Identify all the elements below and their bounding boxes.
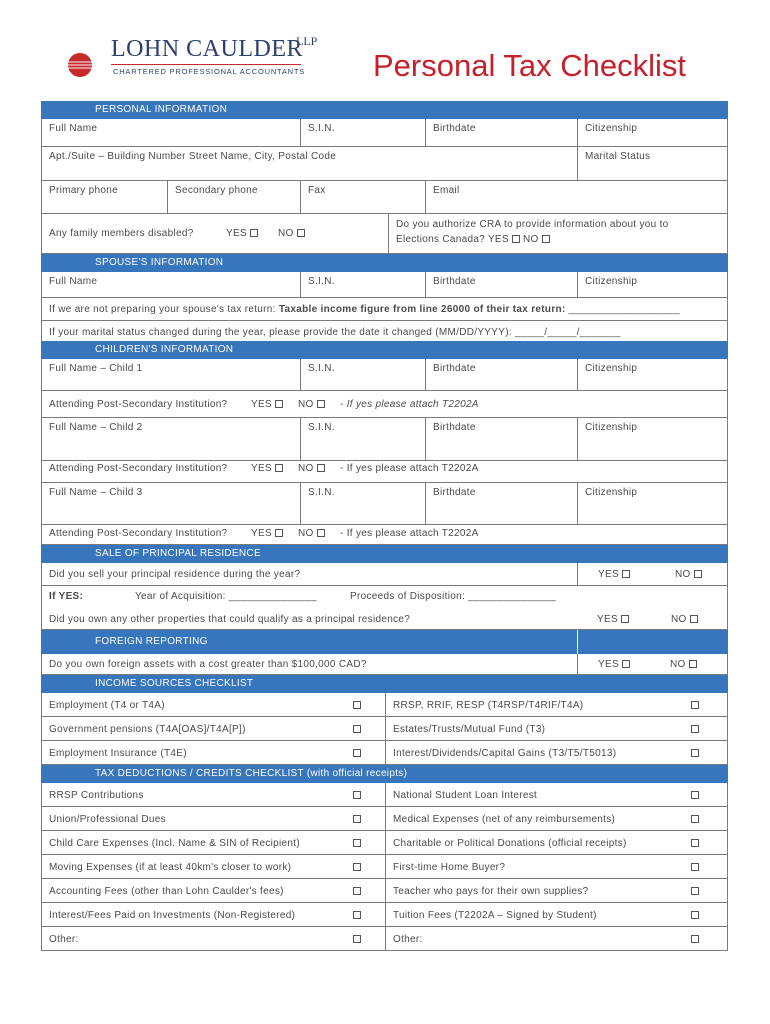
checkbox-icon[interactable] — [275, 400, 283, 408]
yes-label: YES — [597, 614, 618, 625]
spouse-sin-field[interactable]: S.I.N. — [300, 272, 425, 297]
checkbox-icon[interactable] — [691, 701, 699, 709]
checkbox-icon[interactable] — [689, 660, 697, 668]
foreign-yes-option[interactable] — [598, 659, 630, 670]
checklist-item-label: Interest/Fees Paid on Investments (Non-Registered) — [49, 910, 296, 921]
no-label: NO — [522, 234, 539, 245]
checklist-row — [41, 717, 728, 741]
section-header-income — [41, 675, 728, 693]
section-header-foreign — [41, 630, 728, 654]
section-header-deductions — [41, 765, 728, 783]
personal-row-4 — [41, 214, 728, 254]
checklist-item-label: Accounting Fees (other than Lohn Caulder's fees) — [49, 886, 284, 897]
no-label: NO — [671, 614, 687, 625]
checkbox-icon[interactable] — [691, 749, 699, 757]
checklist-item-label: Other: — [49, 934, 79, 945]
checkbox-icon[interactable] — [691, 791, 699, 799]
checkbox-icon[interactable] — [512, 235, 520, 243]
yes-label: YES — [251, 399, 272, 410]
checklist-item-right — [385, 717, 727, 740]
checklist-item-label: Moving Expenses (if at least 40km's closer to work) — [49, 862, 292, 873]
residence-q1: Did you sell your principal residence during the year? — [49, 569, 301, 580]
checklist-item-label: Tuition Fees (T2202A – Signed by Student) — [393, 910, 597, 921]
child2-yes-option[interactable] — [251, 463, 283, 474]
no-label: NO — [670, 659, 686, 670]
document-title: Personal Tax Checklist — [373, 48, 687, 83]
year-of-acquisition-field[interactable]: Year of Acquisition: _______________ — [135, 591, 317, 602]
checklist-row — [41, 831, 728, 855]
logo-llp: LLP — [296, 34, 318, 48]
checklist-item-left — [42, 855, 385, 878]
deductions-checklist — [41, 783, 728, 951]
checklist-item-label: Charitable or Political Donations (official receipts) — [393, 838, 627, 849]
proceeds-of-disposition-field[interactable]: Proceeds of Disposition: _______________ — [350, 591, 557, 602]
residence-q2-yes-option[interactable] — [597, 614, 629, 625]
checkbox-icon[interactable] — [353, 815, 361, 823]
checklist-item-label: Child Care Expenses (Incl. Name & SIN of Recipient) — [49, 838, 300, 849]
yes-label: YES — [251, 528, 272, 539]
checkbox-icon[interactable] — [690, 615, 698, 623]
checklist-item-label: Teacher who pays for their own supplies? — [393, 886, 589, 897]
foreign-row — [41, 654, 728, 675]
yes-label: YES — [251, 463, 272, 474]
residence-q2: Did you own any other properties that could qualify as a principal residence? — [49, 614, 411, 625]
checklist-item-right — [385, 831, 727, 854]
checklist-item-right — [385, 903, 727, 926]
disabled-question — [42, 214, 388, 253]
logo-rule — [111, 64, 301, 65]
child1-yes-option[interactable] — [251, 399, 283, 410]
checklist-item-label: Estates/Trusts/Mutual Fund (T3) — [393, 724, 546, 735]
checkbox-icon[interactable] — [353, 725, 361, 733]
checkbox-icon[interactable] — [542, 235, 550, 243]
checkbox-icon[interactable] — [317, 529, 325, 537]
child1-sin-field[interactable]: S.I.N. — [300, 359, 425, 390]
child1-citizenship-field[interactable]: Citizenship — [577, 359, 727, 390]
checkbox-icon[interactable] — [691, 863, 699, 871]
birthdate-field[interactable]: Birthdate — [425, 119, 577, 146]
child1-birthdate-field[interactable]: Birthdate — [425, 359, 577, 390]
checkbox-icon[interactable] — [622, 570, 630, 578]
primary-phone-field[interactable]: Primary phone — [49, 185, 118, 196]
child1-row — [41, 359, 728, 391]
checkbox-icon[interactable] — [275, 464, 283, 472]
section-header-residence — [41, 545, 728, 563]
secondary-phone-field[interactable]: Secondary phone — [167, 181, 300, 213]
checklist-item-label: National Student Loan Interest — [393, 790, 538, 801]
checklist-row — [41, 693, 728, 717]
checklist-item-right — [385, 741, 727, 764]
checkbox-icon[interactable] — [691, 935, 699, 943]
child3-birthdate-field[interactable]: Birthdate — [425, 483, 577, 524]
checkbox-icon[interactable] — [250, 229, 258, 237]
checklist-item-label: Interest/Dividends/Capital Gains (T3/T5/T5013) — [393, 748, 617, 759]
checklist-item-left — [42, 927, 385, 950]
checklist-item-label: RRSP Contributions — [49, 790, 144, 801]
residence-q2-options — [577, 608, 727, 629]
checkbox-icon[interactable] — [275, 529, 283, 537]
taxable-income-intro: If we are not preparing your spouse's tax return: — [49, 304, 276, 315]
checklist-item-left — [42, 717, 385, 740]
child2-row — [41, 417, 728, 461]
if-yes-label: If YES: — [49, 591, 84, 602]
child3-yes-option[interactable] — [251, 528, 283, 539]
checkbox-icon[interactable] — [353, 839, 361, 847]
checklist-row — [41, 927, 728, 951]
checklist-item-label: Employment (T4 or T4A) — [49, 700, 165, 711]
checklist-item-left — [42, 903, 385, 926]
spouse-birthdate-field[interactable]: Birthdate — [425, 272, 577, 297]
disabled-question-text: Any family members disabled? — [49, 228, 194, 239]
residence-q2-row — [41, 608, 728, 630]
section-title: PERSONAL INFORMATION — [95, 104, 228, 115]
spouse-taxable-income[interactable] — [42, 298, 727, 320]
checkbox-icon[interactable] — [317, 464, 325, 472]
checklist-item-label: Employment Insurance (T4E) — [49, 748, 187, 759]
taxable-income-label: Taxable income figure from line 26000 of their tax return: — [278, 304, 566, 315]
spouse-citizenship-field[interactable]: Citizenship — [577, 272, 727, 297]
checklist-item-left — [42, 783, 385, 806]
checkbox-icon[interactable] — [317, 400, 325, 408]
checkbox-icon[interactable] — [297, 229, 305, 237]
checklist-item-label: Medical Expenses (net of any reimbursements) — [393, 814, 616, 825]
checkbox-icon[interactable] — [691, 887, 699, 895]
checklist-item-left — [42, 693, 385, 716]
checklist-item-label: First-time Home Buyer? — [393, 862, 506, 873]
checklist-item-right — [385, 855, 727, 878]
child3-sin-field[interactable]: S.I.N. — [300, 483, 425, 524]
child1-no-option[interactable] — [298, 399, 325, 410]
child1-attending-row — [41, 391, 728, 417]
checkbox-icon[interactable] — [694, 570, 702, 578]
checkbox-icon[interactable] — [353, 935, 361, 943]
checkbox-icon[interactable] — [691, 725, 699, 733]
cra-authorization — [388, 214, 727, 253]
checklist-item-left — [42, 879, 385, 902]
attending-question: Attending Post-Secondary Institution? — [49, 399, 228, 410]
checklist-item-left — [42, 831, 385, 854]
child2-attending-row — [41, 461, 728, 482]
attending-question: Attending Post-Secondary Institution? — [49, 463, 228, 474]
checklist-item-label: Union/Professional Dues — [49, 814, 166, 825]
spouse-row-2 — [41, 298, 728, 321]
checklist-row — [41, 807, 728, 831]
sin-field[interactable]: S.I.N. — [300, 119, 425, 146]
checklist-item-left — [42, 741, 385, 764]
section-title: SALE OF PRINCIPAL RESIDENCE — [95, 548, 261, 559]
income-checklist — [41, 693, 728, 765]
checklist-item-left — [42, 807, 385, 830]
marital-change-date[interactable]: If your marital status changed during the year, please provide the date it changed (MM/DD/YYYY): _____/_____/_______ — [49, 327, 621, 338]
checklist-row — [41, 855, 728, 879]
cra-question-line1: Do you authorize CRA to provide information about you to — [396, 219, 669, 230]
yes-label: YES — [487, 234, 509, 245]
attending-question: Attending Post-Secondary Institution? — [49, 528, 228, 539]
child3-row — [41, 482, 728, 525]
checklist-item-label: Other: — [393, 934, 423, 945]
residence-q1-no-option[interactable] — [675, 569, 702, 580]
document-header — [0, 0, 770, 98]
child2-name-field[interactable]: Full Name – Child 2 — [49, 422, 143, 433]
residence-details-row — [41, 586, 728, 608]
spouse-row-1 — [41, 272, 728, 298]
checkbox-icon[interactable] — [353, 863, 361, 871]
child3-attending-row — [41, 525, 728, 545]
residence-q1-yes-option[interactable] — [598, 569, 630, 580]
address-field[interactable]: Apt./Suite – Building Number Street Name, City, Postal Code — [49, 151, 337, 162]
section-header-personal — [41, 101, 728, 119]
marital-status-field[interactable]: Marital Status — [577, 147, 727, 180]
taxable-income-blank[interactable]: ___________________ — [568, 304, 681, 315]
section-header-spouse — [41, 254, 728, 272]
no-label: NO — [278, 228, 294, 239]
child3-no-option[interactable] — [298, 528, 325, 539]
full-name-field[interactable]: Full Name — [49, 123, 98, 134]
no-label: NO — [675, 569, 691, 580]
residence-q2-no-option[interactable] — [671, 614, 698, 625]
checkbox-icon[interactable] — [353, 749, 361, 757]
checkbox-icon[interactable] — [353, 701, 361, 709]
checklist-item-label: Government pensions (T4A[OAS]/T4A[P]) — [49, 724, 246, 735]
checkbox-icon[interactable] — [691, 839, 699, 847]
child1-name-field[interactable]: Full Name – Child 1 — [49, 363, 143, 374]
checkbox-icon[interactable] — [622, 660, 630, 668]
residence-q1-row — [41, 563, 728, 586]
section-title: SPOUSE'S INFORMATION — [95, 257, 224, 268]
citizenship-field[interactable]: Citizenship — [577, 119, 727, 146]
checklist-item-right — [385, 807, 727, 830]
foreign-question: Do you own foreign assets with a cost greater than $100,000 CAD? — [49, 659, 367, 670]
yes-label: YES — [226, 228, 247, 239]
checkbox-icon[interactable] — [691, 911, 699, 919]
section-title: CHILDREN'S INFORMATION — [95, 344, 234, 355]
disabled-yes-option[interactable] — [226, 228, 258, 239]
cra-question-text: Elections Canada? — [396, 234, 486, 245]
checklist-row — [41, 903, 728, 927]
foreign-options — [577, 654, 727, 674]
checklist-item-right — [385, 927, 727, 950]
section-title: TAX DEDUCTIONS / CREDITS CHECKLIST (with official receipts) — [95, 768, 408, 779]
checklist-form — [41, 101, 728, 951]
yes-label: YES — [598, 659, 619, 670]
personal-row-2 — [41, 147, 728, 181]
section-title: FOREIGN REPORTING — [95, 636, 208, 647]
no-label: NO — [298, 463, 314, 474]
child2-sin-field[interactable]: S.I.N. — [300, 418, 425, 460]
spouse-row-3 — [41, 321, 728, 341]
checklist-row — [41, 783, 728, 807]
attach-note: - If yes please attach T2202A — [340, 463, 479, 474]
child2-birthdate-field[interactable]: Birthdate — [425, 418, 577, 460]
disabled-no-option[interactable] — [278, 228, 305, 239]
section-title: INCOME SOURCES CHECKLIST — [95, 678, 254, 689]
checkbox-icon[interactable] — [353, 911, 361, 919]
section-header-children — [41, 341, 728, 359]
personal-row-1 — [41, 119, 728, 147]
child2-citizenship-field[interactable]: Citizenship — [577, 418, 727, 460]
logo-name: LOHN CAULDER — [111, 36, 303, 62]
header-divider — [577, 630, 578, 654]
personal-row-3 — [41, 181, 728, 214]
child3-name-field[interactable]: Full Name – Child 3 — [49, 487, 143, 498]
checklist-item-label: RRSP, RRIF, RESP (T4RSP/T4RIF/T4A) — [393, 700, 584, 711]
checkbox-icon[interactable] — [353, 887, 361, 895]
checklist-row — [41, 741, 728, 765]
fax-field[interactable]: Fax — [300, 181, 425, 213]
checkbox-icon[interactable] — [353, 791, 361, 799]
child3-citizenship-field[interactable]: Citizenship — [577, 483, 727, 524]
attach-note: - If yes please attach T2202A — [340, 399, 479, 410]
attach-note: - If yes please attach T2202A — [340, 528, 479, 539]
residence-q1-options — [577, 563, 727, 585]
checklist-item-right — [385, 783, 727, 806]
logo-globe-icon — [67, 52, 93, 78]
checklist-item-right — [385, 693, 727, 716]
email-field[interactable]: Email — [425, 181, 727, 213]
foreign-no-option[interactable] — [670, 659, 697, 670]
yes-label: YES — [598, 569, 619, 580]
checkbox-icon[interactable] — [691, 815, 699, 823]
logo-subtitle: CHARTERED PROFESSIONAL ACCOUNTANTS — [113, 67, 306, 76]
child2-no-option[interactable] — [298, 463, 325, 474]
no-label: NO — [298, 528, 314, 539]
cra-question-line2 — [396, 232, 720, 247]
checklist-row — [41, 879, 728, 903]
checklist-item-right — [385, 879, 727, 902]
no-label: NO — [298, 399, 314, 410]
spouse-full-name-field[interactable]: Full Name — [49, 276, 98, 287]
checkbox-icon[interactable] — [621, 615, 629, 623]
